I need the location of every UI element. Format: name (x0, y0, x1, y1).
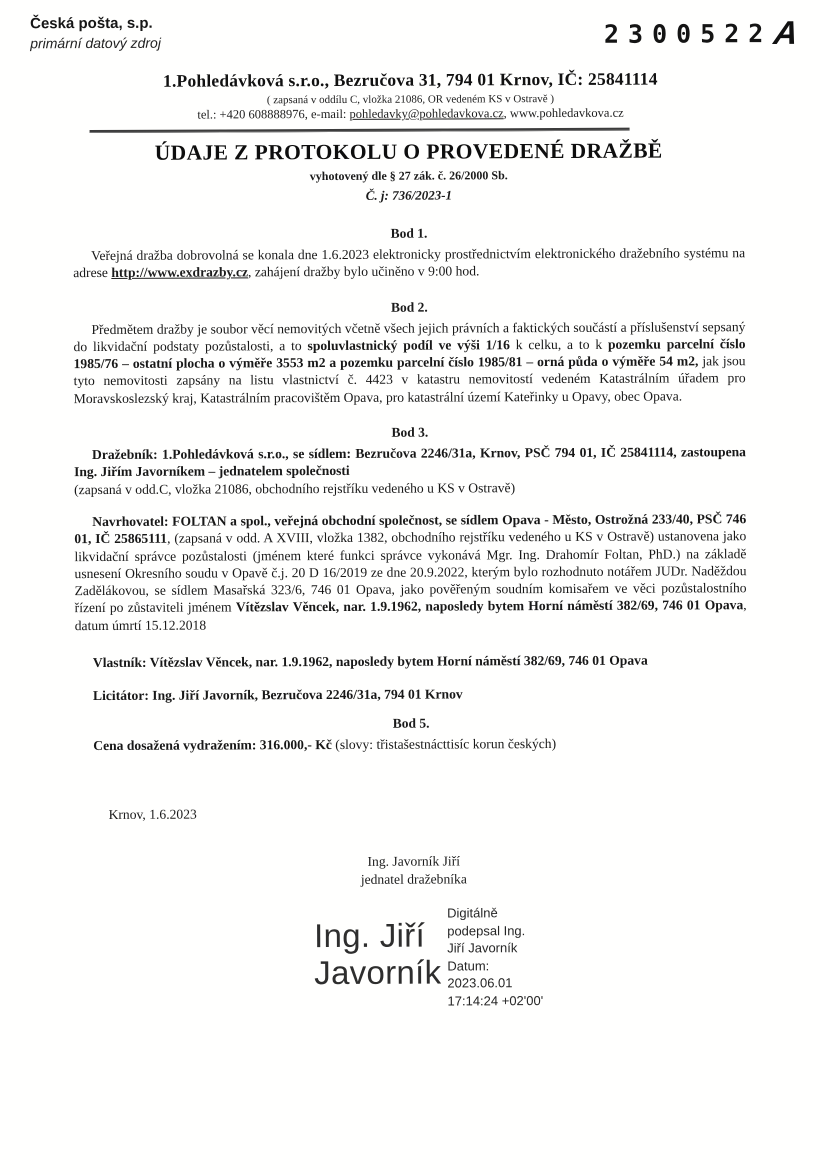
signer-name: Ing. Javorník Jiří (367, 853, 461, 869)
price-in-words: (slovy: třistašestnácttisíc korun českých) (331, 735, 557, 752)
org-subtitle: primární datový zdroj (30, 34, 161, 52)
digital-signature-block (314, 902, 543, 1010)
section-heading-bod5: Bod 5. (392, 715, 430, 731)
paragraph-price (75, 734, 747, 754)
header-divider-rule (90, 128, 630, 133)
bod1-text-after: , zahájení dražby bylo učiněno v 9:00 hod. (247, 263, 480, 280)
signature-name-line1: Ing. Jiří (314, 916, 426, 955)
company-contact-line (0, 105, 820, 124)
section-heading-bod2: Bod 2. (390, 299, 428, 315)
signature-detail-line: 17:14:24 +02'00' (447, 992, 544, 1008)
paragraph-auctioneer: Dražebník: 1.Pohledávková s.r.o., se sídlem: Bezručova 2246/31a, Krnov, PSČ 794 01, IČ 25841114, zastoupena Ing. Jiřím Javorníkem – jednatelem společnosti (74, 444, 747, 480)
section-heading-bod3: Bod 3. (391, 424, 429, 440)
proposer-bold-name: Navrhovatel: FOLTAN a spol., veřejná obchodní společnost, se sídlem Opava - Město, Ostrožná 233/40, PSČ 746 01, IČ 25865111 (74, 511, 747, 547)
website-text: www.pohledavkova.cz (509, 105, 624, 121)
bod1-text-before: Veřejná dražba dobrovolná se konala dne 1.6.2023 elektronicky prostřednictvím elektronického dražebního systému na adrese (73, 245, 746, 281)
price-bold: Cena dosažená vydražením: 316.000,- Kč (93, 736, 332, 753)
letterhead-org-block (30, 15, 161, 52)
filing-stamp (603, 13, 801, 53)
signature-detail-line: podepsal Ing. (447, 922, 526, 938)
signer-role: jednatel dražebníka (360, 870, 467, 887)
signature-detail-line: Jiří Javorník (447, 940, 518, 956)
paragraph-owner: Vlastník: Vítězslav Věncek, nar. 1.9.1962, naposledy bytem Horní náměstí 382/69, 746 01 Opava (92, 652, 648, 671)
paragraph-bod1 (73, 244, 745, 282)
place-and-date: Krnov, 1.6.2023 (108, 806, 197, 822)
digital-signature-details (447, 902, 543, 1009)
signature-detail-line: 2023.06.01 (447, 975, 513, 991)
company-registration: ( zapsaná v oddílu C, vložka 21086, OR vedeném KS v Ostravě ) (266, 93, 555, 107)
document-body (73, 138, 748, 754)
paragraph-licitator: Licitátor: Ing. Jiří Javorník, Bezručova 2246/31a, 794 01 Krnov (93, 686, 463, 704)
stamp-letter: A (771, 13, 801, 52)
paragraph-auctioneer-registration: (zapsaná v odd.C, vložka 21086, obchodního rejstříku vedeného u KS v Ostravě) (74, 479, 516, 497)
reference-number: Č. j: 736/2023-1 (365, 187, 453, 203)
bod2-part3: jak jsou tyto nemovitosti zapsány na listu vlastnictví č. 4423 v katastru nemovitostí vedeném Katastrálním úřadem pro Moravskoslezský kraj, Katastrálním pracovištěm Opava, pro katastrální území Kateřinky u Opavy, obec Opava. (73, 353, 746, 406)
contact-prefix: tel.: +420 608888976, e-mail: (197, 106, 350, 122)
paragraph-bod2 (73, 318, 745, 407)
bod2-part2: k celku, a to k (509, 336, 609, 353)
bod2-part1: Předmětem dražby je soubor věcí nemovitých včetně všech jejich právních a faktických součástí a příslušenství sepsaný do likvidační podstaty pozůstalosti, a to (73, 318, 746, 355)
section-heading-bod1: Bod 1. (390, 225, 428, 241)
bod2-bold-parcels: pozemku parcelní číslo 1985/76 – ostatní plocha o výměře 3553 m2 a pozemku parcelní číslo 1985/81 – orná půda o výměře 54 m2, (73, 336, 746, 372)
signature-detail-line: Datum: (447, 957, 490, 973)
bod2-bold-share: spoluvlastnický podíl ve výši 1/16 (307, 337, 510, 353)
document-subtitle: vyhotovený dle § 27 zák. č. 26/2000 Sb. (309, 168, 508, 184)
signer-block (4, 851, 820, 890)
signature-name-line2: Javorník (314, 953, 442, 992)
company-name-address: 1.Pohledávková s.r.o., Bezručova 31, 794 01 Krnov, IČ: 25841114 (162, 68, 658, 91)
email-link[interactable]: pohledavky@pohledavkova.cz (349, 106, 504, 121)
auction-site-link[interactable]: http://www.exdrazby.cz (111, 264, 249, 281)
contact-separator: , (503, 106, 510, 121)
proposer-bold-decedent: Vítězslav Věncek, nar. 1.9.1962, naposledy bytem Horní náměstí 382/69, 746 01 Opava (235, 597, 744, 615)
proposer-normal-2: , datum úmrtí 15.12.2018 (74, 597, 747, 633)
org-name: Česká pošta, s.p. (30, 14, 153, 33)
stamp-number: 2300522 (603, 19, 773, 49)
paragraph-proposer (74, 510, 747, 634)
company-letterhead (0, 68, 820, 124)
proposer-normal-1: , (zapsaná v odd. A XVIII, vložka 1382, obchodního rejstříku vedeného u KS v Ostravě) ustanovena jako likvidační správce pozůstalosti (jménem které funkci správce vykonává Mgr. Ing. Drahomír Foltan, PhD.) na základě usnesení Okresního soudu v Opavě č.j. 20 D 16/2019 ze dne 20.9.2022, kterým bylo rozhodnuto notářem JUDr. Naděždou Zadělákovou, se sídlem Masařská 323/6, 746 01 Opava, jako pověřeným soudním komisařem ve věci pozůstalostního řízení po zůstaviteli jménem (74, 528, 747, 616)
signature-detail-line: Digitálně (447, 905, 498, 921)
document-title: ÚDAJE Z PROTOKOLU O PROVEDENÉ DRAŽBĚ (154, 138, 663, 165)
digital-signature-name (314, 903, 442, 992)
